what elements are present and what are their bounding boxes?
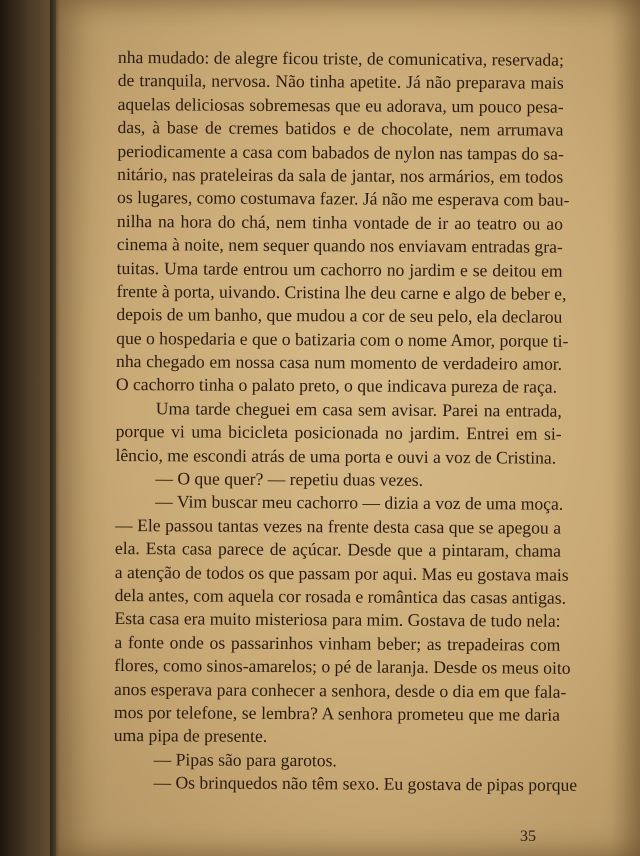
text-line: porque vi uma bicicleta posicionada no jardim. Entrei em si-	[115, 421, 562, 444]
page-number: 35	[520, 828, 536, 845]
text-line: nha mudado: de alegre ficou triste, de comunicativa, reservada;	[117, 46, 564, 70]
text-line: lêncio, me escondi atrás de uma porta e ouvi a voz de Cristina.	[115, 444, 557, 468]
text-line: nilha na hora do chá, nem tinha vontade de ir ao teatro ou ao	[116, 210, 563, 234]
text-line: — Pipas são para garotos.	[153, 748, 337, 771]
text-line: periodicamente a casa com babados de nylon nas tampas do sa-	[117, 140, 564, 164]
text-line: anos esperava para conhecer a senhora, desde o dia em que fala-	[114, 678, 567, 702]
book-gutter	[50, 0, 60, 856]
text-line: mos por telefone, se lembra? A senhora prometeu que me daria	[113, 701, 560, 725]
text-line: tuitas. Uma tarde entrou um cachorro no jardim e se deitou em	[116, 257, 563, 281]
text-line: — Os brinquedos não têm sexo. Eu gostava de pipas porque	[153, 772, 578, 795]
text-line: a fonte onde os passarinhos vinham beber; as trepadeiras com	[114, 631, 561, 655]
text-line: cinema à noite, nem sequer quando nos enviavam entradas gra-	[116, 234, 563, 257]
text-line: Uma tarde cheguei em casa sem avisar. Parei na entrada,	[155, 398, 562, 421]
text-line: O cachorro tinha o palato preto, o que indicava pureza de raça.	[115, 374, 558, 398]
text-line: das, à base de cremes batidos e de chocolate, nem arrumava	[117, 117, 564, 140]
text-line: os lugares, como costumava fazer. Já não me esperava com bau-	[117, 187, 570, 211]
text-line: a atenção de todos os que passam por aqui. Mas eu gostava mais	[114, 561, 569, 585]
text-line: — O que quer? — repetiu duas vezes.	[155, 468, 424, 490]
text-line: de tranquila, nervosa. Não tinha apetite. Já não preparava mais	[117, 70, 564, 94]
text-line: Esta casa era muito misteriosa para mim. Gostava de tudo nela:	[114, 608, 561, 632]
text-line: nha chegado em nossa casa num momento de verdadeiro amor.	[116, 351, 563, 374]
text-line: ela. Esta casa parece de açúcar. Desde que a pintaram, chama	[114, 538, 561, 561]
text-line: flores, como sinos-amarelos; o pé de laranja. Desde os meus oito	[114, 655, 571, 678]
text-line: — Vim buscar meu cachorro — dizia a voz de uma moça.	[155, 491, 564, 515]
text-line: frente à porta, uivando. Cristina lhe deu carne e algo de beber e,	[116, 280, 567, 304]
text-line: — Ele passou tantas vezes na frente desta casa que se apegou a	[115, 514, 562, 538]
text-line: uma pipa de presente.	[113, 725, 268, 747]
text-line: que o hospedaria e que o batizaria com o nome Amor, porque ti-	[116, 327, 569, 351]
text-line: nitário, nas prateleiras da sala de jantar, nos armários, em todos	[117, 163, 564, 187]
text-line: depois de um banho, que mudou a cor de seu pelo, ela declarou	[116, 304, 563, 328]
page-right-shadow	[610, 0, 640, 856]
page-text	[113, 46, 578, 797]
text-line: aquelas deliciosas sobremesas que eu adorava, um pouco pesa-	[117, 93, 564, 117]
text-line: dela antes, com aquela cor rosada e romântica das casas antigas.	[114, 584, 567, 608]
